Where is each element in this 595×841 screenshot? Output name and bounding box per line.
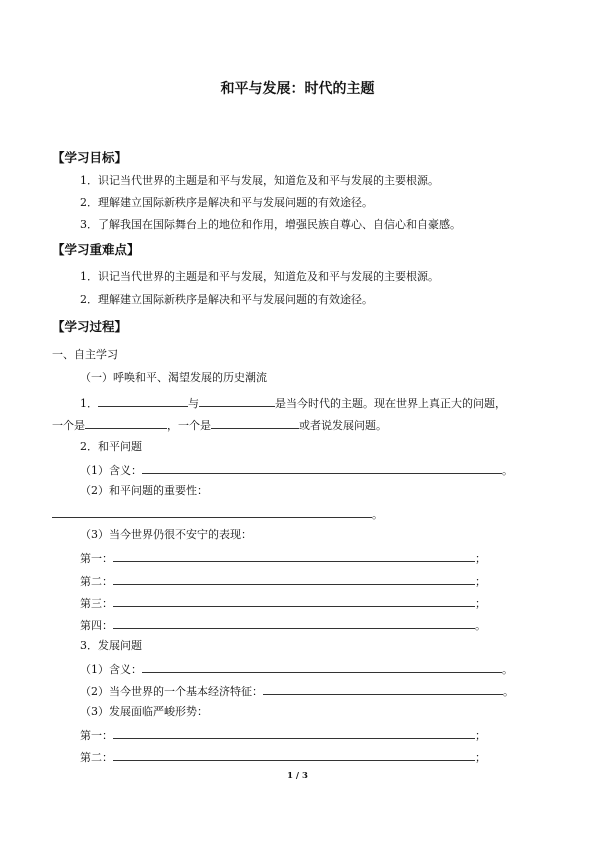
section-heading-process: 【学习过程】: [52, 319, 128, 334]
question-3-severe-label: （3）发展面临严峻形势：: [80, 705, 208, 718]
answer-blank[interactable]: [113, 617, 475, 629]
question-2-item-second: [80, 573, 486, 589]
field-label: （1）含义：: [80, 464, 142, 477]
question-2-importance-line: [52, 506, 383, 522]
answer-blank[interactable]: [211, 417, 299, 429]
field-label: 第一：: [80, 552, 113, 565]
question-3-feature: [80, 683, 514, 699]
key-point-item: 1．识记当代世界的主题是和平与发展，知道危及和平与发展的主要根源。: [80, 270, 439, 283]
question-2-unsafe-label: （3）当今世界仍很不安宁的表现：: [80, 528, 252, 541]
section-heading-key-points: 【学习重难点】: [52, 242, 140, 257]
question-3-item-first: [80, 727, 486, 743]
punctuation: 。: [502, 464, 513, 477]
question-2-item-first: [80, 550, 486, 566]
field-label: 第三：: [80, 597, 113, 610]
punctuation: 。: [475, 619, 486, 632]
goal-item: 2．理解建立国际新秩序是解决和平与发展问题的有效途径。: [80, 196, 373, 209]
question-3-heading: 3．发展问题: [80, 639, 142, 652]
punctuation: ；: [475, 597, 486, 610]
answer-blank[interactable]: [113, 550, 475, 562]
punctuation: ；: [475, 575, 486, 588]
question-text: 或者说发展问题。: [299, 419, 387, 432]
goal-item: 3．了解我国在国际舞台上的地位和作用，增强民族自尊心、自信心和自豪感。: [80, 218, 461, 231]
answer-blank[interactable]: [113, 749, 475, 761]
answer-blank[interactable]: [113, 595, 475, 607]
question-text: 一个是: [52, 419, 85, 432]
answer-blank[interactable]: [98, 395, 188, 407]
field-label: 第四：: [80, 619, 113, 632]
section-heading-goals: 【学习目标】: [52, 150, 128, 165]
answer-blank[interactable]: [85, 417, 167, 429]
question-text: 是当今时代的主题。现在世界上真正大的问题，: [275, 397, 506, 410]
question-2-item-third: [80, 595, 486, 611]
question-text: ，一个是: [167, 419, 211, 432]
field-label: （1）含义：: [80, 663, 142, 676]
field-label: （2）当今世界的一个基本经济特征：: [80, 685, 263, 698]
question-2-importance-label: （2）和平问题的重要性：: [80, 484, 208, 497]
field-label: 第二：: [80, 751, 113, 764]
question-2-heading: 2．和平问题: [80, 440, 142, 453]
connector-text: 与: [188, 397, 199, 410]
goal-item: 1．识记当代世界的主题是和平与发展，知道危及和平与发展的主要根源。: [80, 174, 439, 187]
answer-blank[interactable]: [199, 395, 275, 407]
question-1-line-1: [80, 395, 506, 411]
page-title: 和平与发展：时代的主题: [220, 81, 375, 97]
punctuation: 。: [372, 508, 383, 521]
subsection-heading: （一）呼唤和平、渴望发展的历史潮流: [80, 371, 267, 384]
question-3-item-second: [80, 749, 486, 765]
question-2-meaning: [80, 462, 513, 478]
field-label: 第二：: [80, 575, 113, 588]
part-heading: 一、自主学习: [52, 348, 118, 361]
answer-blank[interactable]: [142, 661, 502, 673]
answer-blank[interactable]: [52, 506, 372, 518]
answer-blank[interactable]: [263, 683, 503, 695]
punctuation: 。: [502, 663, 513, 676]
question-3-meaning: [80, 661, 513, 677]
key-point-item: 2．理解建立国际新秩序是解决和平与发展问题的有效途径。: [80, 293, 373, 306]
page-number: 1 / 3: [287, 771, 308, 781]
punctuation: ；: [475, 552, 486, 565]
answer-blank[interactable]: [113, 727, 475, 739]
punctuation: ；: [475, 729, 486, 742]
question-2-item-fourth: [80, 617, 486, 633]
answer-blank[interactable]: [113, 573, 475, 585]
field-label: 第一：: [80, 729, 113, 742]
question-number: 1．: [80, 397, 98, 410]
question-1-line-2: [52, 417, 387, 433]
punctuation: 。: [503, 685, 514, 698]
answer-blank[interactable]: [142, 462, 502, 474]
punctuation: ；: [475, 751, 486, 764]
